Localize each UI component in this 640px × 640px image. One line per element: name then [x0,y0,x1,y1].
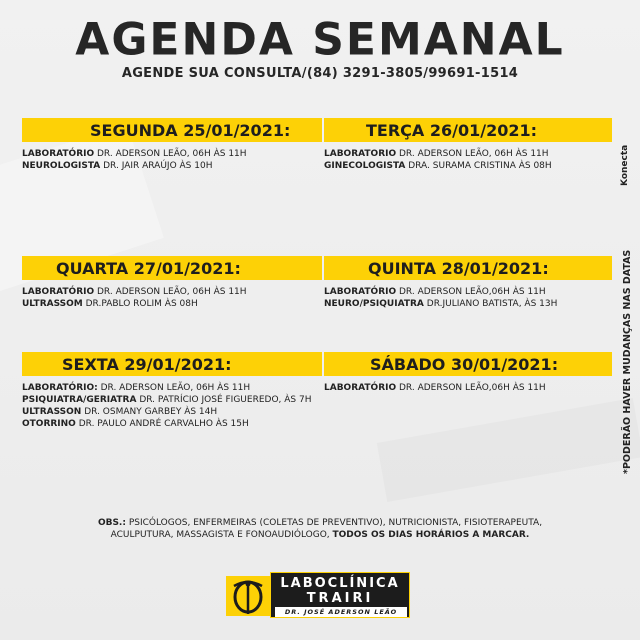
day-entries [22,286,322,310]
schedule-entry [324,298,612,310]
clinic-emblem-icon [226,570,270,620]
day-heading-bar [22,352,322,376]
specialty: LABORATORIO [324,149,397,159]
schedule-entry [324,382,612,394]
day-heading-bar [22,118,322,142]
doctor-time: DR. ADERSON LEÃO, 06H ÀS 11H [94,149,247,159]
specialty: ULTRASSOM [22,299,83,309]
contact-subtitle: AGENDE SUA CONSULTA/(84) 3291-3805/99691-1514 [121,66,519,81]
schedule-entry [22,382,322,394]
doctor-time: DR. OSMANY GARBEY ÀS 14H [81,407,218,417]
clinic-doctor: DR. JOSÉ ADERSON LEÃO [275,607,407,617]
background-texture [377,398,640,502]
day-heading: QUARTA 27/01/2021: [56,258,241,278]
doctor-time: DRA. SURAMA CRISTINA ÀS 08H [405,161,552,171]
day-block-tuesday [324,118,612,172]
doctor-time: DR. ADERSON LEÃO,06H ÀS 11H [396,287,546,297]
specialty: NEUROLOGISTA [22,161,101,171]
doctor-time: DR. ADERSON LEÃO,06H ÀS 11H [396,383,546,393]
schedule-entry [324,286,612,298]
brand-watermark: Konecta [620,144,630,186]
day-heading: SEXTA 29/01/2021: [62,354,232,374]
specialty: LABORATÓRIO [22,149,95,159]
day-block-friday [22,352,322,430]
observation-note [70,517,570,541]
schedule-entry [22,286,322,298]
day-heading: TERÇA 26/01/2021: [366,120,538,140]
clinic-logo [226,570,410,620]
schedule-entry [22,148,322,160]
doctor-time: DR. ADERSON LEÃO, 06H ÀS 11H [97,383,251,393]
schedule-entry [22,394,312,406]
day-heading-bar [324,352,612,376]
schedule-entry [22,418,322,430]
specialty: LABORATÓRIO: [22,383,98,393]
clinic-logo-box [270,572,410,618]
observation-label: OBS.: [97,518,126,528]
specialty: OTORRINO [22,419,76,429]
schedule-entry [22,298,322,310]
clinic-location: TRAIRI [306,591,374,606]
clinic-name: LABOCLÍNICA [280,576,400,591]
day-entries [22,148,322,172]
day-entries [324,286,612,310]
specialty: ULTRASSON [22,407,82,417]
specialty: LABORATÓRIO [324,287,397,297]
day-block-saturday [324,352,612,394]
schedule-entry [324,160,612,172]
day-entries [324,382,612,394]
doctor-time: DR. PATRÍCIO JOSÉ FIGUEREDO, ÀS 7H [136,395,312,405]
page-title: AGENDA SEMANAL [75,13,565,66]
doctor-time: DR. JAIR ARAÚJO ÀS 10H [100,161,213,171]
observation-text: PSICÓLOGOS, ENFERMEIRAS (COLETAS DE PREVENTIVO), NUTRICIONISTA, FISIOTERAPEUTA, ACULPUTURA, MASSAGISTA E FONOAUDIÓLOGO, [110,518,543,540]
day-block-wednesday [22,256,322,310]
schedule-entry [22,406,322,418]
day-heading: QUINTA 28/01/2021: [368,258,549,278]
day-entries [324,148,612,172]
schedule-entry [22,160,322,172]
doctor-time: DR. ADERSON LEÃO, 06H ÀS 11H [396,149,549,159]
day-block-thursday [324,256,612,310]
specialty: PSIQUIATRA/GERIATRA [22,395,137,405]
day-heading-bar [22,256,322,280]
day-heading: SÁBADO 30/01/2021: [370,354,559,374]
day-heading-bar [324,118,612,142]
schedule-entry [324,148,612,160]
day-entries [22,382,322,430]
doctor-time: DR.JULIANO BATISTA, ÀS 13H [423,299,558,309]
specialty: NEURO/PSIQUIATRA [324,299,424,309]
doctor-time: DR.PABLO ROLIM ÀS 08H [82,299,198,309]
day-heading: SEGUNDA 25/01/2021: [90,120,291,140]
doctor-time: DR. ADERSON LEÃO, 06H ÀS 11H [94,287,247,297]
doctor-time: DR. PAULO ANDRÉ CARVALHO ÀS 15H [75,419,249,429]
schedule-change-note: *PODERÃO HAVER MUDANÇAS NAS DATAS [622,249,633,474]
specialty: GINECOLOGISTA [324,161,406,171]
specialty: LABORATÓRIO [324,383,397,393]
day-heading-bar [324,256,612,280]
specialty: LABORATÓRIO [22,287,95,297]
day-block-monday [22,118,322,172]
observation-emphasis: TODOS OS DIAS HORÁRIOS A MARCAR. [332,530,530,540]
